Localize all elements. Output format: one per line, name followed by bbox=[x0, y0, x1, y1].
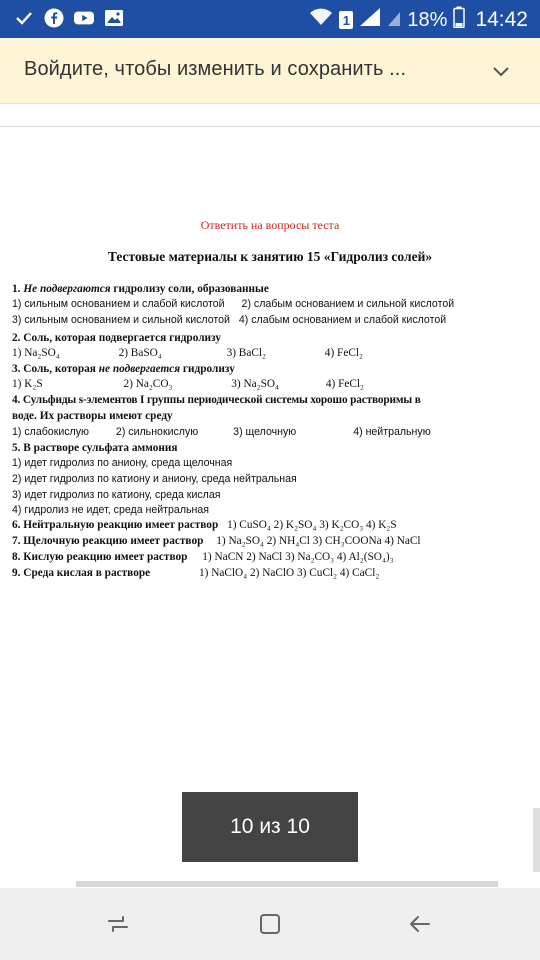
vertical-scrollbar[interactable] bbox=[533, 808, 540, 872]
question-2-options: 1) Na₂SO₄ 2) BaSO₄ 3) BaCl₂ 4) FeCl₂ bbox=[12, 347, 363, 359]
page-counter: 10 из 10 bbox=[182, 792, 358, 862]
battery-percent: 18% bbox=[407, 8, 448, 31]
question-1: 1. Не подвергаются гидролизу соли, образованные bbox=[12, 283, 269, 295]
chevron-down-icon[interactable] bbox=[490, 60, 512, 82]
question-3: 3. Соль, которая не подвергается гидролизу bbox=[12, 363, 235, 375]
gallery-icon bbox=[104, 8, 124, 28]
back-icon[interactable] bbox=[404, 908, 436, 940]
question-4: 4. Сульфиды s-элементов I группы периодической системы хорошо растворимы в bbox=[12, 394, 421, 406]
wifi-icon bbox=[309, 8, 333, 32]
status-bar bbox=[0, 0, 540, 38]
question-9: 9. Среда кислая в растворе 1) NaClO₄ 2) NaClO 3) CuCl₂ 4) CaCl₂ bbox=[12, 567, 380, 579]
youtube-icon bbox=[74, 8, 94, 28]
check-icon bbox=[14, 8, 34, 28]
document-title: Тестовые материалы к занятию 15 «Гидролиз солей» bbox=[107, 249, 433, 264]
sign-in-banner[interactable] bbox=[0, 38, 540, 104]
sign-in-banner-text: Войдите, чтобы изменить и сохранить ... bbox=[24, 58, 407, 80]
question-5-option-4: 4) гидролиз не идет, среда нейтральная bbox=[12, 504, 210, 516]
recent-apps-icon[interactable] bbox=[102, 908, 134, 940]
question-3-options: 1) K₂S 2) Na₂CO₃ 3) Na₂SO₄ 4) FeCl₂ bbox=[12, 378, 364, 390]
clock: 14:42 bbox=[475, 8, 528, 31]
navigation-bar bbox=[0, 888, 540, 960]
signal-icon-2 bbox=[387, 7, 401, 33]
question-1-options-b: 3) сильным основанием и сильной кислотой 4) слабым основанием и слабой кислотой bbox=[12, 314, 447, 326]
question-5-option-2: 2) идет гидролиз по катиону и аниону, среда нейтральная bbox=[12, 473, 297, 485]
battery-icon bbox=[453, 6, 465, 34]
question-2: 2. Соль, которая подвергается гидролизу bbox=[12, 332, 221, 344]
question-4-options: 1) слабокислую 2) сильнокислую 3) щелочную 4) нейтральную bbox=[12, 426, 431, 438]
facebook-icon bbox=[44, 8, 64, 28]
question-6: 6. Нейтральную реакцию имеет раствор 1) CuSO₄ 2) K₂SO₄ 3) K₂CO₃ 4) K₂S bbox=[12, 519, 397, 531]
question-8: 8. Кислую реакцию имеет раствор 1) NaCN 2) NaCl 3) Na₂CO₃ 4) Al₂(SO₄)₃ bbox=[12, 551, 394, 563]
question-7: 7. Щелочную реакцию имеет раствор 1) Na₂SO₄ 2) NH₄Cl 3) CH₃COONa 4) NaCl bbox=[12, 535, 421, 547]
document-instruction: Ответить на вопросы теста bbox=[200, 218, 340, 232]
document-page[interactable] bbox=[0, 127, 540, 887]
question-5-option-1: 1) идет гидролиз по аниону, среда щелочная bbox=[12, 457, 233, 469]
sim-badge: 1 bbox=[339, 11, 353, 29]
question-1-options-a: 1) сильным основанием и слабой кислотой 2) слабым основанием и сильной кислотой bbox=[12, 298, 455, 310]
question-5: 5. В растворе сульфата аммония bbox=[12, 442, 178, 454]
horizontal-scrollbar[interactable] bbox=[76, 881, 498, 887]
signal-icon bbox=[359, 7, 381, 33]
home-icon[interactable] bbox=[254, 908, 286, 940]
question-5-option-3: 3) идет гидролиз по катиону, среда кислая bbox=[12, 489, 221, 501]
status-indicators bbox=[309, 6, 528, 34]
question-4-line-2: воде. Их растворы имеют среду bbox=[12, 410, 173, 422]
notification-icons bbox=[14, 8, 124, 28]
